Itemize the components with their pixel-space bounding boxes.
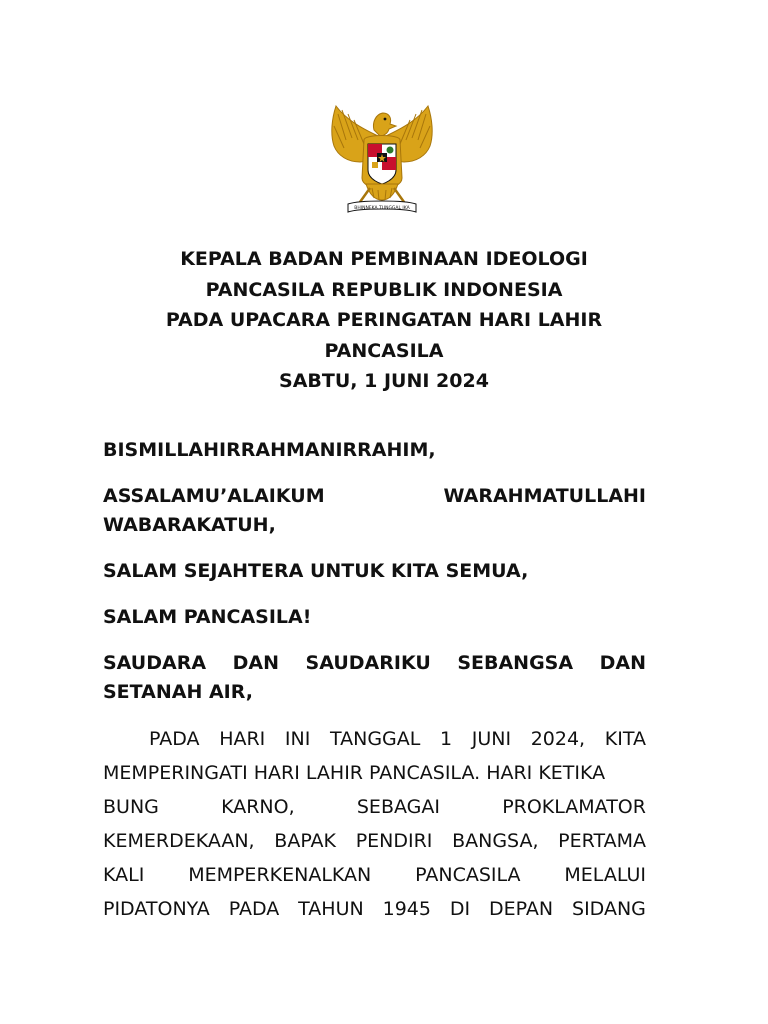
paragraph-word: BANGSA, (452, 830, 539, 852)
paragraph-word: PENDIRI (355, 830, 433, 852)
greeting-line: SETANAH AIR, (103, 681, 253, 703)
title-line: PANCASILA REPUBLIK INDONESIA (205, 278, 563, 301)
paragraph-line (103, 722, 646, 756)
paragraph-word: KEMERDEKAAN, (103, 830, 255, 852)
body-paragraph (103, 722, 646, 926)
greeting-word: SEBANGSA (457, 652, 574, 674)
paragraph-line (103, 824, 646, 858)
paragraph-word: PROKLAMATOR (502, 796, 646, 818)
greeting-pancasila: SALAM PANCASILA! (103, 606, 312, 628)
title-line: PANCASILA (324, 339, 444, 362)
paragraph-line (103, 790, 646, 824)
paragraph-word: KITA (604, 728, 646, 750)
paragraph-word: INI (284, 728, 311, 750)
paragraph-word: KARNO, (221, 796, 295, 818)
title-line: KEPALA BADAN PEMBINAAN IDEOLOGI (180, 248, 588, 270)
paragraph-word: PIDATONYA (103, 898, 210, 920)
paragraph-word: MELALUI (564, 864, 646, 886)
paragraph-word: SEBAGAI (356, 796, 440, 818)
paragraph-word: PANCASILA (415, 864, 521, 886)
greeting-assalamualaikum (103, 482, 646, 540)
paragraph-word: TANGGAL (329, 728, 421, 750)
paragraph-word: PADA (228, 898, 280, 920)
greeting-line: WABARAKATUH, (103, 514, 276, 536)
document-body (103, 436, 646, 926)
paragraph-word: SIDANG (572, 898, 646, 920)
garuda-emblem (326, 100, 438, 216)
greeting-saudara (103, 649, 646, 707)
paragraph-word: DEPAN (489, 898, 554, 920)
paragraph-word: BAPAK (274, 830, 337, 852)
greeting-word: ASSALAMU’ALAIKUM (103, 485, 325, 507)
paragraph-word: 1945 (382, 898, 431, 920)
paragraph-word: 2024, (530, 728, 586, 750)
greeting-sejahtera: SALAM SEJAHTERA UNTUK KITA SEMUA, (103, 560, 529, 582)
paragraph-line (103, 892, 646, 926)
greeting-word: WARAHMATULLAHI (443, 485, 646, 507)
paragraph-word: HARI (219, 728, 266, 750)
greeting-word: DAN (599, 652, 646, 674)
paragraph-word: PADA (149, 728, 200, 750)
paragraph-word: KALI (103, 864, 145, 886)
svg-text:BHINNEKA TUNGGAL IKA: BHINNEKA TUNGGAL IKA (354, 206, 410, 211)
paragraph-word: PERTAMA (558, 830, 646, 852)
paragraph-word: TAHUN (298, 898, 364, 920)
paragraph-word: JUNI (471, 728, 512, 750)
paragraph-line: MEMPERINGATI HARI LAHIR PANCASILA. HARI KETIKA (103, 762, 606, 784)
paragraph-word: BUNG (103, 796, 159, 818)
greeting-bismillah: BISMILLAHIRRAHMANIRRAHIM, (103, 439, 436, 461)
title-line-date: SABTU, 1 JUNI 2024 (279, 370, 489, 392)
paragraph-word: 1 (440, 728, 453, 750)
document-title (100, 244, 668, 397)
greeting-word: DAN (232, 652, 279, 674)
paragraph-word: MEMPERKENALKAN (188, 864, 372, 886)
greeting-word: SAUDARIKU (305, 652, 431, 674)
greeting-word: SAUDARA (103, 652, 207, 674)
paragraph-word: DI (449, 898, 471, 920)
title-line: PADA UPACARA PERINGATAN HARI LAHIR (165, 309, 603, 331)
paragraph-line (103, 858, 646, 892)
garuda-emblem-graphic (326, 100, 438, 216)
